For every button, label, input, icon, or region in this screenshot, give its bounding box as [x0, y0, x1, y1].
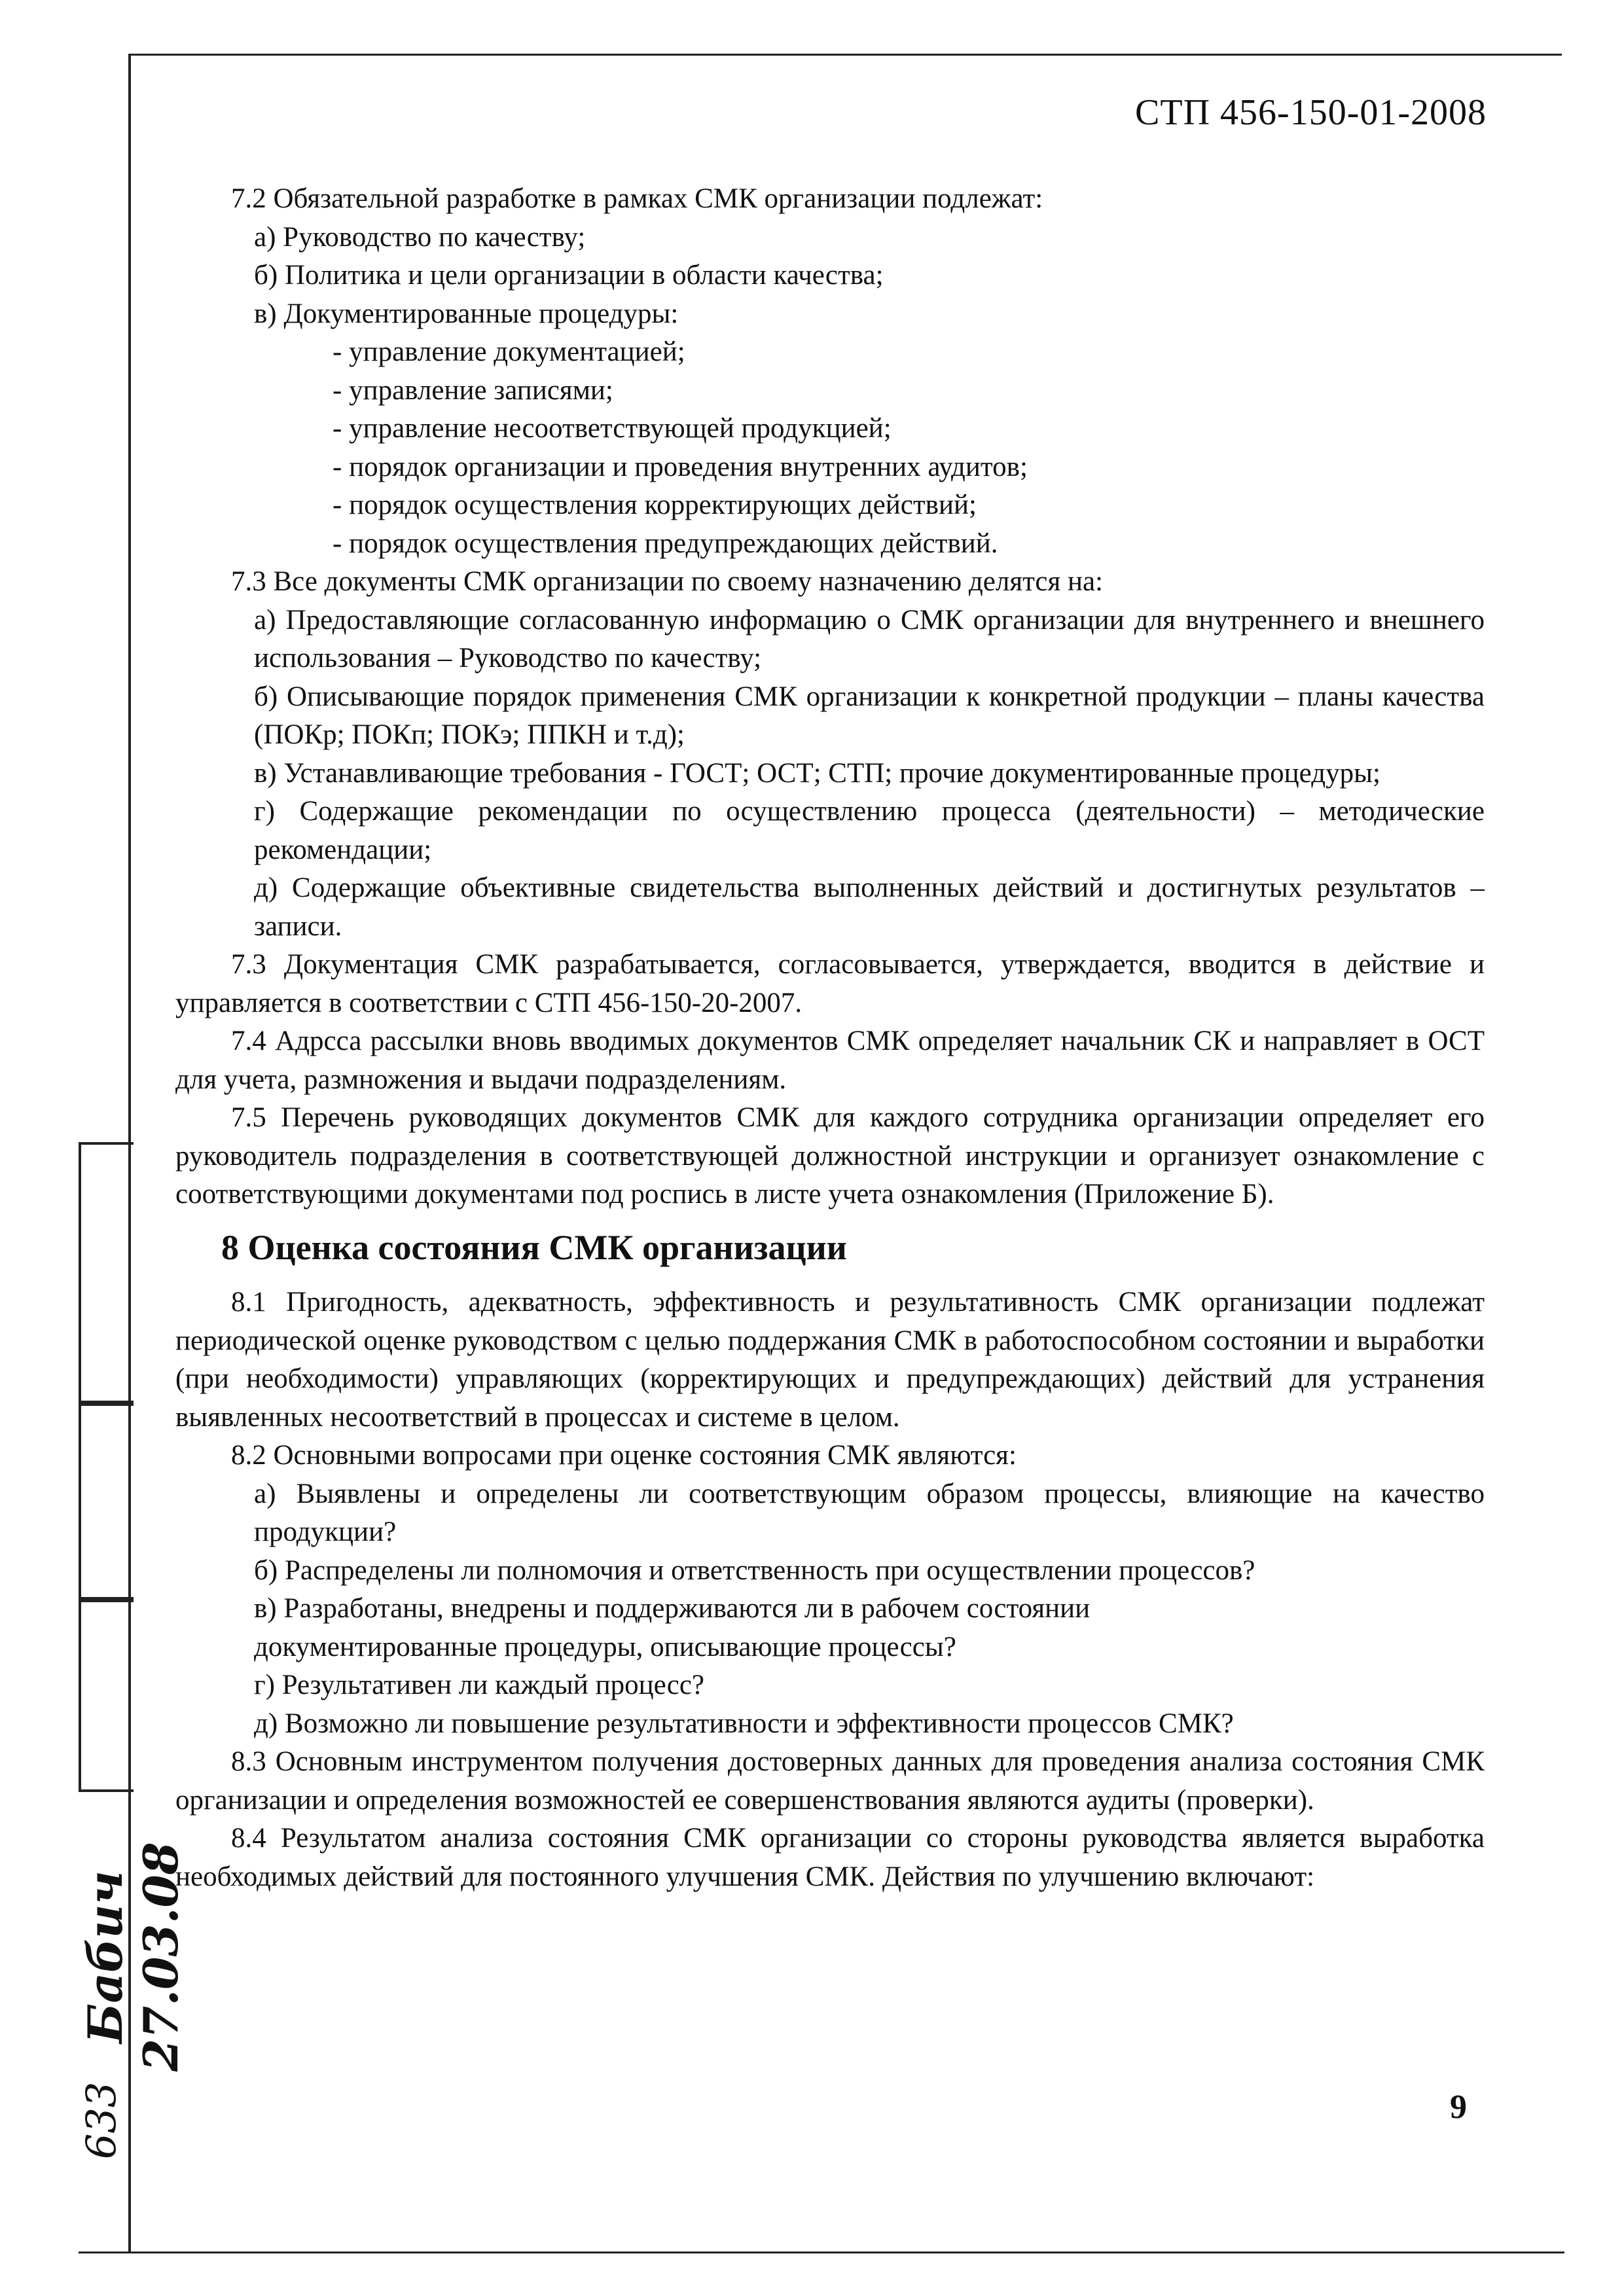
clause-7-5: 7.5 Перечень руководящих документов СМК для каждого сотрудника организации определяет его руководитель подразделения в соответствующей должностной инструкции и организует ознакомление с соответствующими документами под роспись в листе учета ознакомления (Приложение Б).: [175, 1102, 1485, 1210]
frame-top-line: [128, 54, 1562, 56]
section-8-heading: 8 Оценка состояния СМК организации: [221, 1227, 847, 1267]
procedure-item: - управление документацией;: [333, 336, 685, 367]
signature-stamp: Бабич 27.03.08: [77, 1842, 189, 2072]
clause-8-2-a: а) Выявлены и определены ли соответствующим образом процессы, влияющие на качество продукции?: [254, 1478, 1485, 1547]
clause-7-3: 7.3 Все документы СМК организации по своему назначению делятся на:: [231, 566, 1104, 597]
clause-8-1: 8.1 Пригодность, адекватность, эффективность и результативность СМК организации подлежат периодической оценке руководством с целью поддержания СМК в работоспособном состоянии и выработки (при необходимости) управляющих (корректирующих и предупреждающих) действий для устранения выявленных несоответствий в процессах и системе в целом.: [175, 1287, 1485, 1433]
clause-8-2-c-line2: документированные процедуры, описывающие процессы?: [254, 1631, 956, 1662]
clause-8-2-c-line1: в) Разработаны, внедрены и поддерживаются ли в рабочем состоянии: [254, 1593, 1091, 1624]
procedure-item: - порядок организации и проведения внутренних аудитов;: [333, 451, 1028, 482]
clause-8-4: 8.4 Результатом анализа состояния СМК организации со стороны руководства является выработка необходимых действий для постоянного улучшения СМК. Действия по улучшению включают:: [175, 1823, 1485, 1892]
clause-7-2-b: б) Политика и цели организации в области качества;: [254, 260, 884, 291]
clause-7-3-c: в) Устанавливающие требования - ГОСТ; ОСТ; СТП; прочие документированные процедуры;: [254, 757, 1380, 789]
procedure-item: - управление несоответствующей продукцией;: [333, 413, 892, 444]
clause-7-3-b: б) Описывающие порядок применения СМК организации к конкретной продукции – планы качества (ПОКр; ПОКп; ПОКэ; ППКН и т.д);: [254, 681, 1485, 750]
document-code: СТП 456-150-01-2008: [1135, 92, 1487, 133]
clause-8-2-b: б) Распределены ли полномочия и ответственность при осуществлении процессов?: [254, 1554, 1255, 1586]
clause-7-2: 7.2 Обязательной разработке в рамках СМК организации подлежат:: [231, 183, 1043, 214]
clause-8-2: 8.2 Основными вопросами при оценке состояния СМК являются:: [231, 1440, 1017, 1471]
page-number: 9: [1450, 2089, 1467, 2126]
clause-8-2-d: г) Результативен ли каждый процесс?: [254, 1670, 704, 1700]
procedure-item: - управление записями;: [333, 374, 613, 406]
clause-7-2-a: а) Руководство по качеству;: [254, 221, 586, 253]
clause-7-2-c: в) Документированные процедуры:: [254, 298, 679, 329]
clause-7-3-d: г) Содержащие рекомендации по осуществлению процесса (деятельности) – методические рекомендации;: [254, 796, 1485, 865]
stamp-box-1: [79, 1142, 134, 1406]
clause-7-4: 7.4 Адрсса рассылки вновь вводимых документов СМК определяет начальник СК и направляет в ОСТ для учета, размножения и выдачи подразделениям.: [175, 1026, 1485, 1095]
clause-7-3-a: а) Предоставляющие согласованную информацию о СМК организации для внутреннего и внешнего использования – Руководство по качеству;: [254, 604, 1485, 673]
clause-7-3-documentation: 7.3 Документация СМК разрабатывается, согласовывается, утверждается, вводится в действие и управляется в соответствии с СТП 456-150-20-2007.: [175, 949, 1485, 1018]
procedure-item: - порядок осуществления корректирующих действий;: [333, 490, 977, 520]
frame-bottom-line: [79, 2251, 1564, 2253]
clause-7-3-e: д) Содержащие объективные свидетельства выполненных действий и достигнутых результатов – записи.: [254, 872, 1485, 942]
clause-8-3: 8.3 Основным инструментом получения достоверных данных для проведения анализа состояния СМК организации и определения возможностей ее совершенствования являются аудиты (проверки).: [175, 1746, 1485, 1816]
stamp-box-3: [79, 1597, 134, 1792]
page-content: [175, 180, 1485, 1896]
stamp-box-2: [79, 1401, 134, 1602]
inventory-number: 633: [77, 2081, 125, 2160]
clause-8-2-e: д) Возможно ли повышение результативности и эффективности процессов СМК?: [254, 1708, 1234, 1739]
procedure-item: - порядок осуществления предупреждающих действий.: [333, 528, 998, 559]
